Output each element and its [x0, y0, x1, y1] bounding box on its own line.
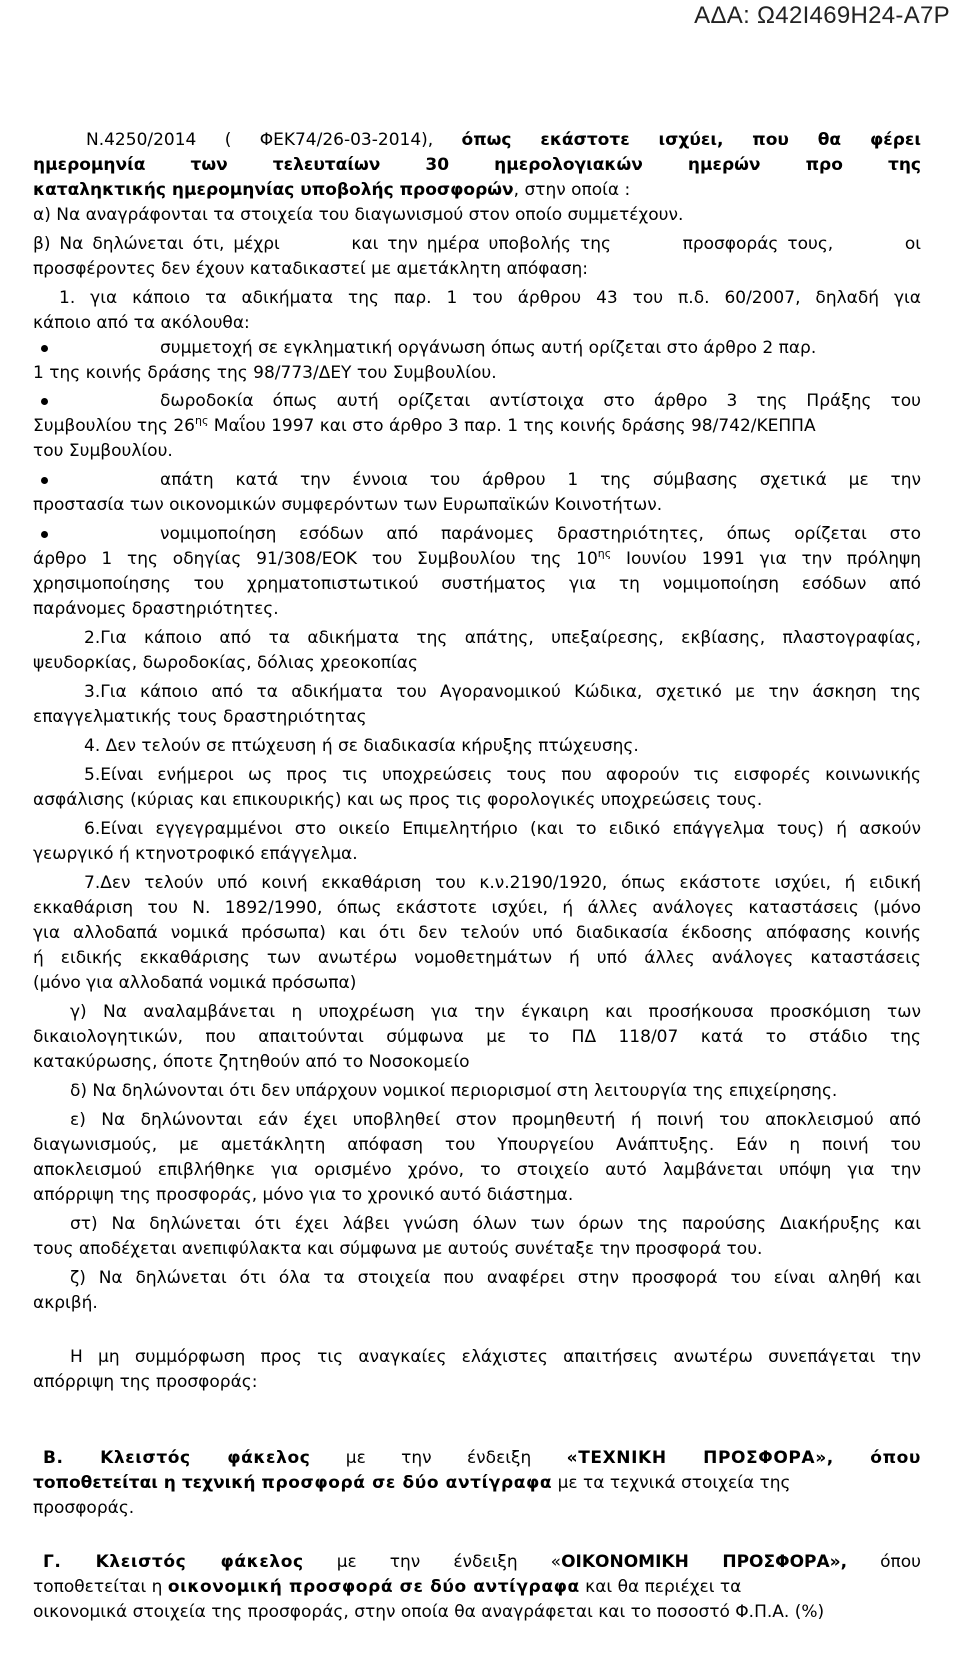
bullet-4-line-3: χρησιμοποίησης του χρηματοπιστωτικού συστήματος για τη νομιμοποίηση εσόδων από — [33, 574, 921, 594]
clause-st-line-2: τους αποδέχεται ανεπιφύλακτα και σύμφωνα με αυτούς συνέταξε την προσφορά του. — [33, 1239, 763, 1259]
item-7-line-4: ή ειδικής εκκαθάρισης των ανωτέρω νομοθετημάτων ή υπό άλλες ανάλογες καταστάσεις — [33, 948, 921, 968]
bullet-3-line-1: απάτη κατά την έννοια του άρθρου 1 της σύμβασης σχετικά με την — [160, 470, 921, 490]
item-6-line-2: γεωργικό ή κτηνοτροφικό επάγγελμα. — [33, 844, 358, 864]
law-line-1: Ν.4250/2014 ( ΦΕΚ74/26-03-2014), όπως εκάστοτε ισχύει, που θα φέρει — [86, 130, 921, 150]
clause-b-line-2: προσφέροντες δεν έχουν καταδικαστεί με αμετάκλητη απόφαση: — [33, 259, 588, 279]
law-line-3: καταληκτικής ημερομηνίας υποβολής προσφορών, στην οποία : — [33, 180, 631, 200]
clause-e-line-4: απόρριψη της προσφοράς, μόνο για το χρονικό αυτό διάστημα. — [33, 1185, 574, 1205]
clause-g-line-3: κατακύρωσης, όποτε ζητηθούν από το Νοσοκομείο — [33, 1052, 470, 1072]
bullet-icon — [40, 530, 50, 540]
clause-a: α) Να αναγράφονται τα στοιχεία του διαγωνισμού στον οποίο συμμετέχουν. — [33, 205, 684, 225]
bullet-4-line-1: νομιμοποίηση εσόδων από παράνομες δραστηριότητες, όπως ορίζεται στο — [160, 524, 921, 544]
section-g-line-1: Γ. Κλειστός φάκελος με την ένδειξη «ΟΙΚΟΝΟΜΙΚΗ ΠΡΟΣΦΟΡΑ», όπου — [43, 1552, 921, 1572]
bullet-icon — [40, 397, 50, 407]
section-g-line-3: οικονομικά στοιχεία της προσφοράς, στην οποία θα αναγράφεται και το ποσοστό Φ.Π.Α. (%) — [33, 1602, 825, 1622]
item-7-line-3: για αλλοδαπά νομικά πρόσωπα) και ότι δεν τελούν υπό διαδικασία έκδοσης απόφασης κοινής — [33, 923, 921, 943]
bullet-icon — [40, 476, 50, 486]
item-5-line-2: ασφάλισης (κύριας και επικουρικής) και ως προς τις φορολογικές υποχρεώσεις τους. — [33, 790, 763, 810]
clause-g-line-1: γ) Να αναλαμβάνεται η υποχρέωση για την έγκαιρη και προσήκουσα προσκόμιση των — [70, 1002, 921, 1022]
bullet-2-line-1: δωροδοκία όπως αυτή ορίζεται αντίστοιχα στο άρθρο 3 της Πράξης του — [160, 391, 921, 411]
law-line-2: ημερομηνία των τελευταίων 30 ημερολογιακών ημερών προ της — [33, 155, 921, 175]
clause-g-line-2: δικαιολογητικών, που απαιτούνται σύμφωνα με το ΠΔ 118/07 κατά το στάδιο της — [33, 1027, 921, 1047]
item-7-line-1: 7.Δεν τελούν υπό κοινή εκκαθάριση του κ.ν.2190/1920, όπως εκάστοτε ισχύει, ή ειδική — [84, 873, 921, 893]
section-g-line-2: τοποθετείται η οικονομική προσφορά σε δύο αντίγραφα και θα περιέχει τα — [33, 1577, 742, 1597]
bullet-3-line-2: προστασία των οικονομικών συμφερόντων των Ευρωπαϊκών Κοινοτήτων. — [33, 495, 663, 515]
item-3-line-2: επαγγελματικής τους δραστηριότητας — [33, 707, 367, 727]
clause-d-line-1: δ) Να δηλώνονται ότι δεν υπάρχουν νομικοί περιορισμοί στη λειτουργία της επιχείρησης. — [70, 1081, 838, 1101]
bullet-2-line-2: Συμβουλίου της $26^{\eta\varsigma}$ Μαΐου 1997 και στο άρθρο 3 παρ. 1 της κοινής δράσης 98/742/ΚΕΠΠΑ — [33, 414, 816, 436]
clause-e-line-2: διαγωνισμούς, με αμετάκλητη απόφαση του Υπουργείου Ανάπτυξης. Εάν η ποινή του — [33, 1135, 921, 1155]
bullet-1-line-1: συμμετοχή σε εγκληματική οργάνωση όπως αυτή ορίζεται στο άρθρο 2 παρ. — [160, 338, 817, 358]
item-3-line-1: 3.Για κάποιο από τα αδικήματα του Αγορανομικού Κώδικα, σχετικό με την άσκηση της — [84, 682, 921, 702]
item-7-line-2: εκκαθάριση του Ν. 1892/1990, όπως εκάστοτε ισχύει, ή άλλες ανάλογες καταστάσεις (μόνο — [33, 898, 921, 918]
clause-b-line-1: β) Να δηλώνεται ότι, μέχρι και την ημέρα υποβολής της προσφοράς τους, οι — [33, 234, 921, 254]
noncompliance-line-1: Η μη συμμόρφωση προς τις αναγκαίες ελάχιστες απαιτήσεις ανωτέρω συνεπάγεται την — [70, 1347, 921, 1367]
clause-e-line-3: αποκλεισμού επιβλήθηκε για ορισμένο χρόνο, το στοιχείο αυτό λαμβάνεται υπόψη για την — [33, 1160, 921, 1180]
ada-header: ΑΔΑ: Ω42Ι469Η24-Α7Ρ — [694, 2, 950, 29]
clause-z-line-1: ζ) Να δηλώνεται ότι όλα τα στοιχεία που αναφέρει στην προσφορά του είναι αληθή και — [70, 1268, 921, 1288]
bullet-icon — [40, 344, 50, 354]
item-4-line-1: 4. Δεν τελούν σε πτώχευση ή σε διαδικασία κήρυξης πτώχευσης. — [84, 736, 639, 756]
clause-st-line-1: στ) Να δηλώνεται ότι έχει λάβει γνώση όλων των όρων της παρούσης Διακήρυξης και — [70, 1214, 921, 1234]
clause-z-line-2: ακριβή. — [33, 1293, 98, 1313]
item-2-line-1: 2.Για κάποιο από τα αδικήματα της απάτης, υπεξαίρεσης, εκβίασης, πλαστογραφίας, — [84, 628, 921, 648]
item-5-line-1: 5.Είναι ενήμεροι ως προς τις υποχρεώσεις τους που αφορούν τις εισφορές κοινωνικής — [84, 765, 921, 785]
item-6-line-1: 6.Είναι εγγεγραμμένοι στο οικείο Επιμελητήριο (και το ειδικό επάγγελμα τους) ή ασκούν — [84, 819, 921, 839]
item-7-line-5: (μόνο για αλλοδαπά νομικά πρόσωπα) — [33, 973, 357, 993]
item-1-line-2: κάποιο από τα ακόλουθα: — [33, 313, 250, 333]
section-b-line-2: τοποθετείται η τεχνική προσφορά σε δύο αντίγραφα με τα τεχνικά στοιχεία της — [33, 1473, 791, 1493]
section-b-line-1: Β. Κλειστός φάκελος με την ένδειξη «ΤΕΧΝΙΚΗ ΠΡΟΣΦΟΡΑ», όπου — [43, 1448, 921, 1468]
item-2-line-2: ψευδορκίας, δωροδοκίας, δόλιας χρεοκοπίας — [33, 653, 418, 673]
item-1-line-1: 1. για κάποιο τα αδικήματα της παρ. 1 του άρθρου 43 του π.δ. 60/2007, δηλαδή για — [59, 288, 921, 308]
noncompliance-line-2: απόρριψη της προσφοράς: — [33, 1372, 258, 1392]
bullet-4-line-2: άρθρο 1 της οδηγίας 91/308/ΕΟΚ του Συμβουλίου της $10^{\eta\varsigma}$ Ιουνίου 1991 για την πρόληψη — [33, 547, 922, 569]
section-b-line-3: προσφοράς. — [33, 1498, 135, 1518]
clause-e-line-1: ε) Να δηλώνονται εάν έχει υποβληθεί στον προμηθευτή ή ποινή του αποκλεισμού από — [70, 1110, 921, 1130]
bullet-2-line-3: του Συμβουλίου. — [33, 441, 173, 461]
bullet-4-line-4: παράνομες δραστηριότητες. — [33, 599, 279, 619]
bullet-1-line-2: 1 της κοινής δράσης της 98/773/ΔΕΥ του Συμβουλίου. — [33, 363, 497, 383]
